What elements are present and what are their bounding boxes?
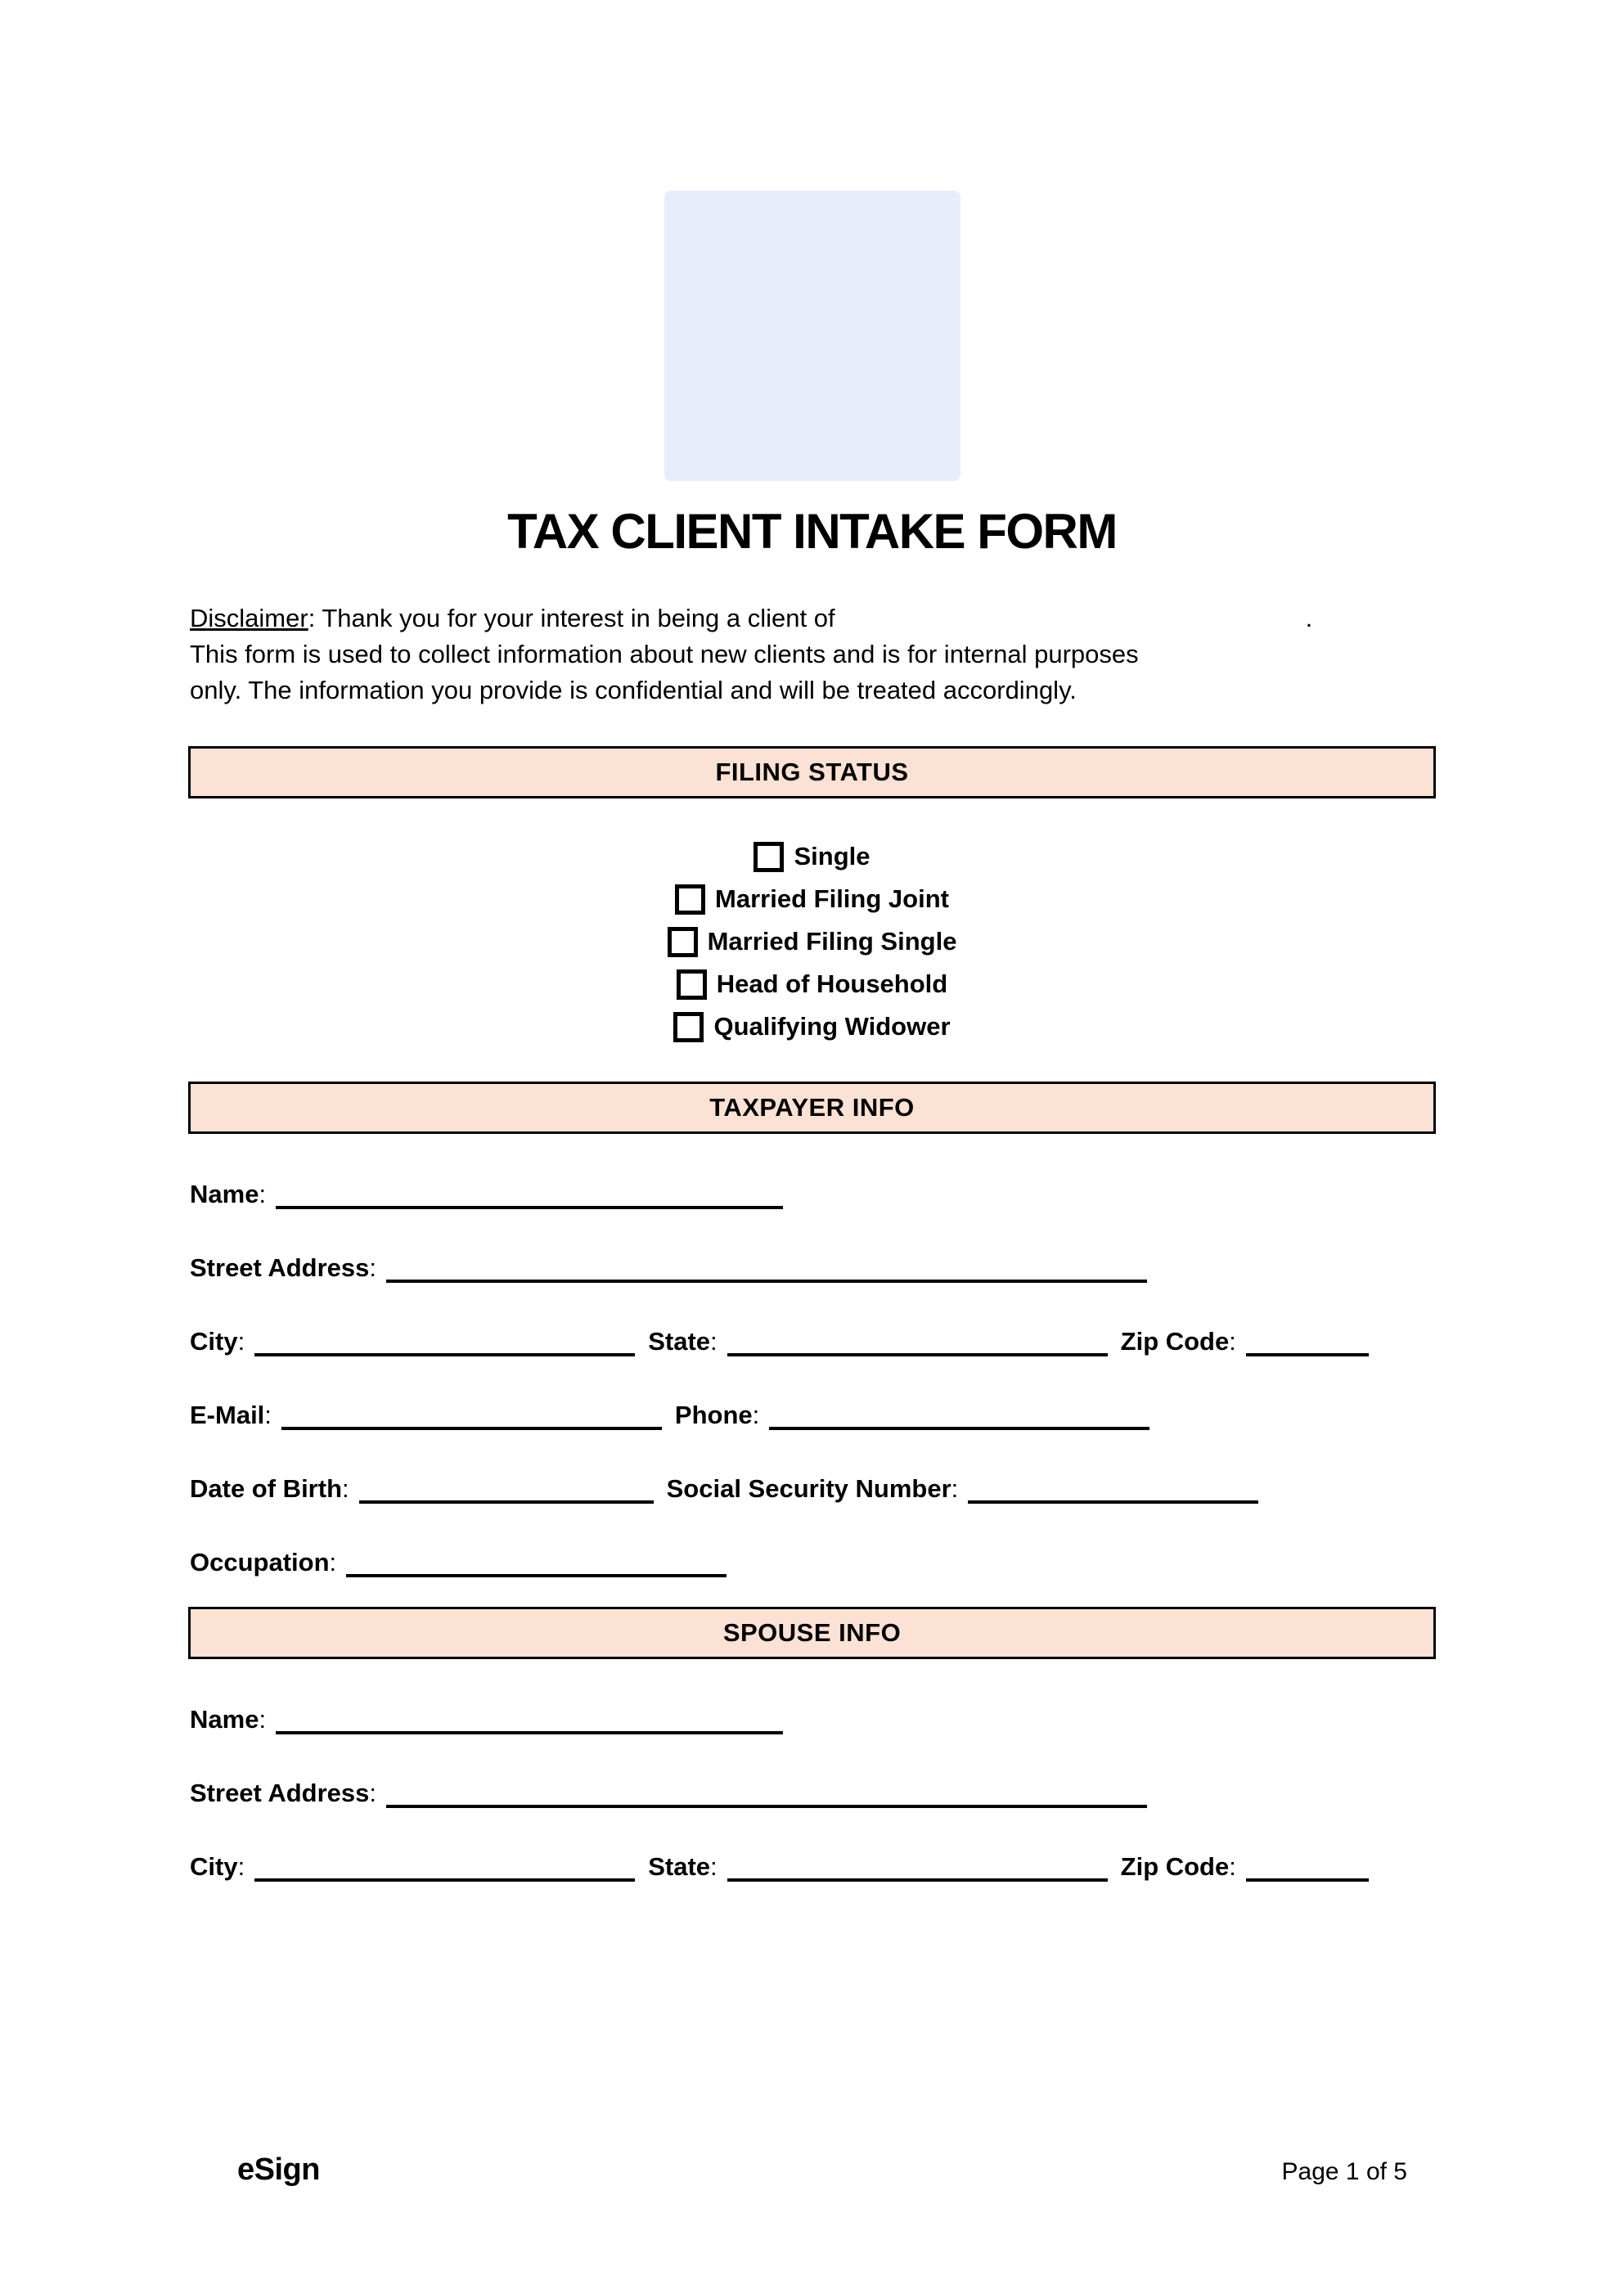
filing-status-checkbox-married-filing-joint[interactable] bbox=[675, 884, 705, 915]
taxpayer-city-state-zip-row: City : State : Zip Code : bbox=[190, 1324, 1434, 1356]
taxpayer-ssn-input[interactable] bbox=[968, 1474, 1258, 1504]
spouse-name-row: Name : bbox=[190, 1702, 1434, 1734]
spouse-state-input[interactable] bbox=[727, 1852, 1108, 1882]
filing-status-checkbox-head-of-household[interactable] bbox=[677, 969, 707, 1000]
taxpayer-street-row: Street Address : bbox=[190, 1250, 1434, 1283]
taxpayer-email-phone-row: E-Mail : Phone : bbox=[190, 1397, 1434, 1430]
disclaimer-line-3: only. The information you provide is confidential and will be treated accordingly. bbox=[190, 676, 1077, 704]
taxpayer-name-input[interactable] bbox=[276, 1180, 783, 1209]
filing-status-option-qualifying-widower[interactable] bbox=[0, 1010, 1624, 1044]
spouse-city-label: City bbox=[190, 1852, 238, 1881]
spouse-name-input[interactable] bbox=[276, 1705, 783, 1734]
disclaimer-label: Disclaimer bbox=[190, 604, 308, 632]
taxpayer-occupation-label: Occupation bbox=[190, 1548, 330, 1577]
spouse-city-input[interactable] bbox=[254, 1852, 635, 1882]
taxpayer-zip-label: Zip Code bbox=[1120, 1327, 1230, 1356]
esign-brand-logo: eSign bbox=[237, 2152, 320, 2187]
spouse-zip-input[interactable] bbox=[1246, 1852, 1369, 1882]
spouse-street-label: Street Address bbox=[190, 1779, 370, 1807]
taxpayer-dob-input[interactable] bbox=[359, 1474, 654, 1504]
page-number: Page 1 of 5 bbox=[1281, 2158, 1407, 2185]
filing-status-option-single[interactable] bbox=[0, 839, 1624, 874]
taxpayer-street-label: Street Address bbox=[190, 1253, 370, 1282]
taxpayer-occupation-row: Occupation : bbox=[190, 1545, 1434, 1577]
filing-status-option-head-of-household[interactable] bbox=[0, 967, 1624, 1001]
section-header-spouse-info: SPOUSE INFO bbox=[188, 1607, 1436, 1659]
taxpayer-city-input[interactable] bbox=[254, 1327, 635, 1356]
page-title: TAX CLIENT INTAKE FORM bbox=[507, 504, 1117, 559]
taxpayer-email-input[interactable] bbox=[281, 1401, 662, 1430]
taxpayer-name-label: Name bbox=[190, 1180, 259, 1208]
taxpayer-city-label: City bbox=[190, 1327, 238, 1356]
taxpayer-state-input[interactable] bbox=[727, 1327, 1108, 1356]
option-label: Married Filing Joint bbox=[715, 884, 949, 913]
taxpayer-state-label: State bbox=[648, 1327, 711, 1356]
taxpayer-occupation-input[interactable] bbox=[346, 1548, 727, 1577]
taxpayer-dob-ssn-row: Date of Birth : Social Security Number : bbox=[190, 1471, 1434, 1504]
taxpayer-street-input[interactable] bbox=[386, 1253, 1147, 1283]
filing-status-option-married-filing-single[interactable] bbox=[0, 924, 1624, 959]
taxpayer-phone-label: Phone bbox=[674, 1401, 753, 1429]
filing-status-option-married-filing-joint[interactable] bbox=[0, 882, 1624, 916]
spouse-name-label: Name bbox=[190, 1705, 259, 1734]
page-footer bbox=[237, 2152, 1407, 2188]
spouse-city-state-zip-row: City : State : Zip Code : bbox=[190, 1849, 1434, 1882]
taxpayer-phone-input[interactable] bbox=[769, 1401, 1149, 1430]
disclaimer bbox=[190, 600, 1434, 708]
spouse-street-input[interactable] bbox=[386, 1779, 1147, 1808]
option-label: Married Filing Single bbox=[707, 927, 957, 956]
taxpayer-name-row: Name : bbox=[190, 1176, 1434, 1209]
section-header-taxpayer-info: TAXPAYER INFO bbox=[188, 1082, 1436, 1134]
option-label: Head of Household bbox=[716, 969, 948, 998]
filing-status-checkbox-single[interactable] bbox=[754, 842, 784, 872]
taxpayer-zip-input[interactable] bbox=[1246, 1327, 1369, 1356]
disclaimer-line-1: Disclaimer: Thank you for your interest in being a client of . bbox=[190, 604, 1313, 632]
filing-status-checkbox-qualifying-widower[interactable] bbox=[673, 1012, 704, 1042]
spouse-street-row: Street Address : bbox=[190, 1775, 1434, 1808]
disclaimer-line-2: This form is used to collect information about new clients and is for internal purposes bbox=[190, 640, 1139, 668]
filing-status-options bbox=[0, 839, 1624, 1044]
option-label: Qualifying Widower bbox=[713, 1012, 951, 1041]
spouse-state-label: State bbox=[648, 1852, 711, 1881]
logo-placeholder bbox=[664, 191, 960, 481]
section-header-filing-status: FILING STATUS bbox=[188, 746, 1436, 798]
option-label: Single bbox=[794, 842, 870, 870]
taxpayer-dob-label: Date of Birth bbox=[190, 1474, 342, 1503]
taxpayer-email-label: E-Mail bbox=[190, 1401, 265, 1429]
spouse-zip-label: Zip Code bbox=[1120, 1852, 1230, 1881]
filing-status-checkbox-married-filing-single[interactable] bbox=[668, 927, 698, 957]
taxpayer-ssn-label: Social Security Number bbox=[666, 1474, 951, 1503]
